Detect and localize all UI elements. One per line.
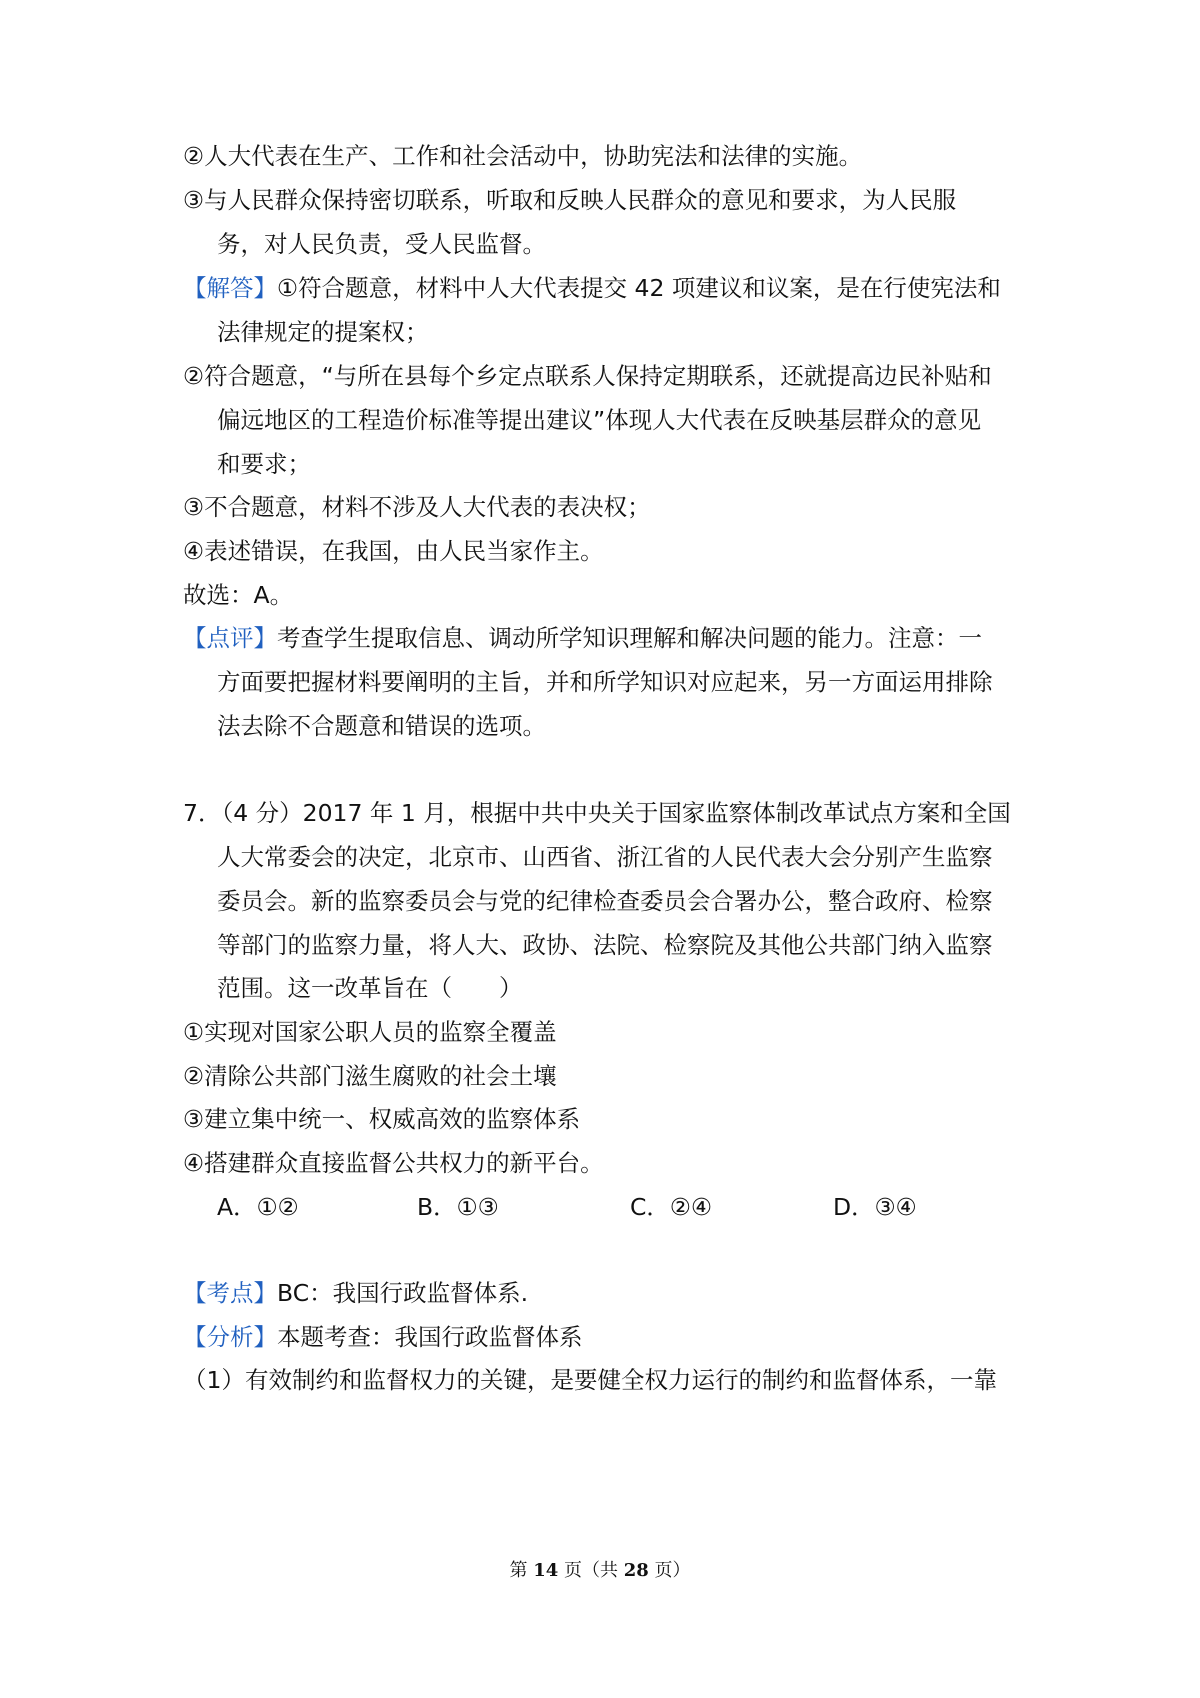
footer-mid: 页（共	[564, 1560, 618, 1581]
text-line: 法律规定的提案权；	[217, 318, 429, 346]
text-line: ④表述错误，在我国，由人民当家作主。	[183, 537, 604, 565]
page-number: 14	[533, 1560, 559, 1581]
answer-text: ①符合题意，材料中人大代表提交 42 项建议和议案，是在行使宪法和	[277, 274, 1001, 302]
footer-post: 页）	[654, 1560, 691, 1581]
statement-1: ①实现对国家公职人员的监察全覆盖	[183, 1018, 557, 1046]
text-line: ③不合题意，材料不涉及人大代表的表决权；	[183, 493, 651, 521]
text-line: 和要求；	[217, 450, 311, 478]
text-line: ②符合题意，“与所在县每个乡定点联系人保持定期联系，还就提高边民补贴和	[183, 362, 992, 390]
question-stem: 委员会。新的监察委员会与党的纪律检查委员会合署办公，整合政府、检察	[217, 887, 993, 915]
statement-4: ④搭建群众直接监督公共权力的新平台。	[183, 1149, 604, 1177]
knowledge-point-text: BC：我国行政监督体系.	[277, 1279, 529, 1307]
text-line: ②人大代表在生产、工作和社会活动中，协助宪法和法律的实施。	[183, 142, 863, 170]
answer-line	[183, 272, 1028, 304]
statement-3: ③建立集中统一、权威高效的监察体系	[183, 1105, 581, 1133]
text-line: 偏远地区的工程造价标准等提出建议”体现人大代表在反映基层群众的意见	[217, 406, 982, 434]
analysis-tag: 【分析】	[183, 1323, 277, 1351]
knowledge-point-tag: 【考点】	[183, 1279, 277, 1307]
text-line: 方面要把握材料要阐明的主旨，并和所学知识对应起来，另一方面运用排除	[217, 668, 993, 696]
question-stem: 人大常委会的决定，北京市、山西省、浙江省的人民代表大会分别产生监察	[217, 843, 993, 871]
footer-pre: 第	[509, 1560, 528, 1581]
comment-tag: 【点评】	[183, 624, 277, 652]
text-line: 法去除不合题意和错误的选项。	[217, 712, 546, 740]
option-c: C．②④	[630, 1193, 713, 1221]
question-stem: 范围。这一改革旨在（ ）	[217, 974, 523, 1002]
option-d: D．③④	[833, 1193, 917, 1221]
option-a: A．①②	[217, 1193, 299, 1221]
statement-2: ②清除公共部门滋生腐败的社会土壤	[183, 1062, 557, 1090]
answer-tag: 【解答】	[183, 274, 277, 302]
text-line: （1）有效制约和监督权力的关键，是要健全权力运行的制约和监督体系，一靠	[183, 1366, 997, 1394]
question-stem: 等部门的监察力量，将人大、政协、法院、检察院及其他公共部门纳入监察	[217, 931, 993, 959]
option-b: B．①③	[417, 1193, 499, 1221]
question-stem: 7．（4 分）2017 年 1 月，根据中共中央关于国家监察体制改革试点方案和全国	[183, 799, 1011, 827]
knowledge-point-line	[183, 1277, 1028, 1309]
answer-choice: 故选：A。	[183, 581, 294, 609]
analysis-text: 本题考查：我国行政监督体系	[277, 1323, 583, 1351]
total-pages: 28	[623, 1560, 649, 1581]
comment-text: 考查学生提取信息、调动所学知识理解和解决问题的能力。注意：一	[277, 624, 982, 652]
comment-line	[183, 622, 1028, 654]
page-footer	[0, 1556, 1200, 1582]
text-line: ③与人民群众保持密切联系，听取和反映人民群众的意见和要求，为人民服	[183, 186, 957, 214]
text-line: 务，对人民负责，受人民监督。	[217, 230, 546, 258]
analysis-line	[183, 1321, 1028, 1353]
